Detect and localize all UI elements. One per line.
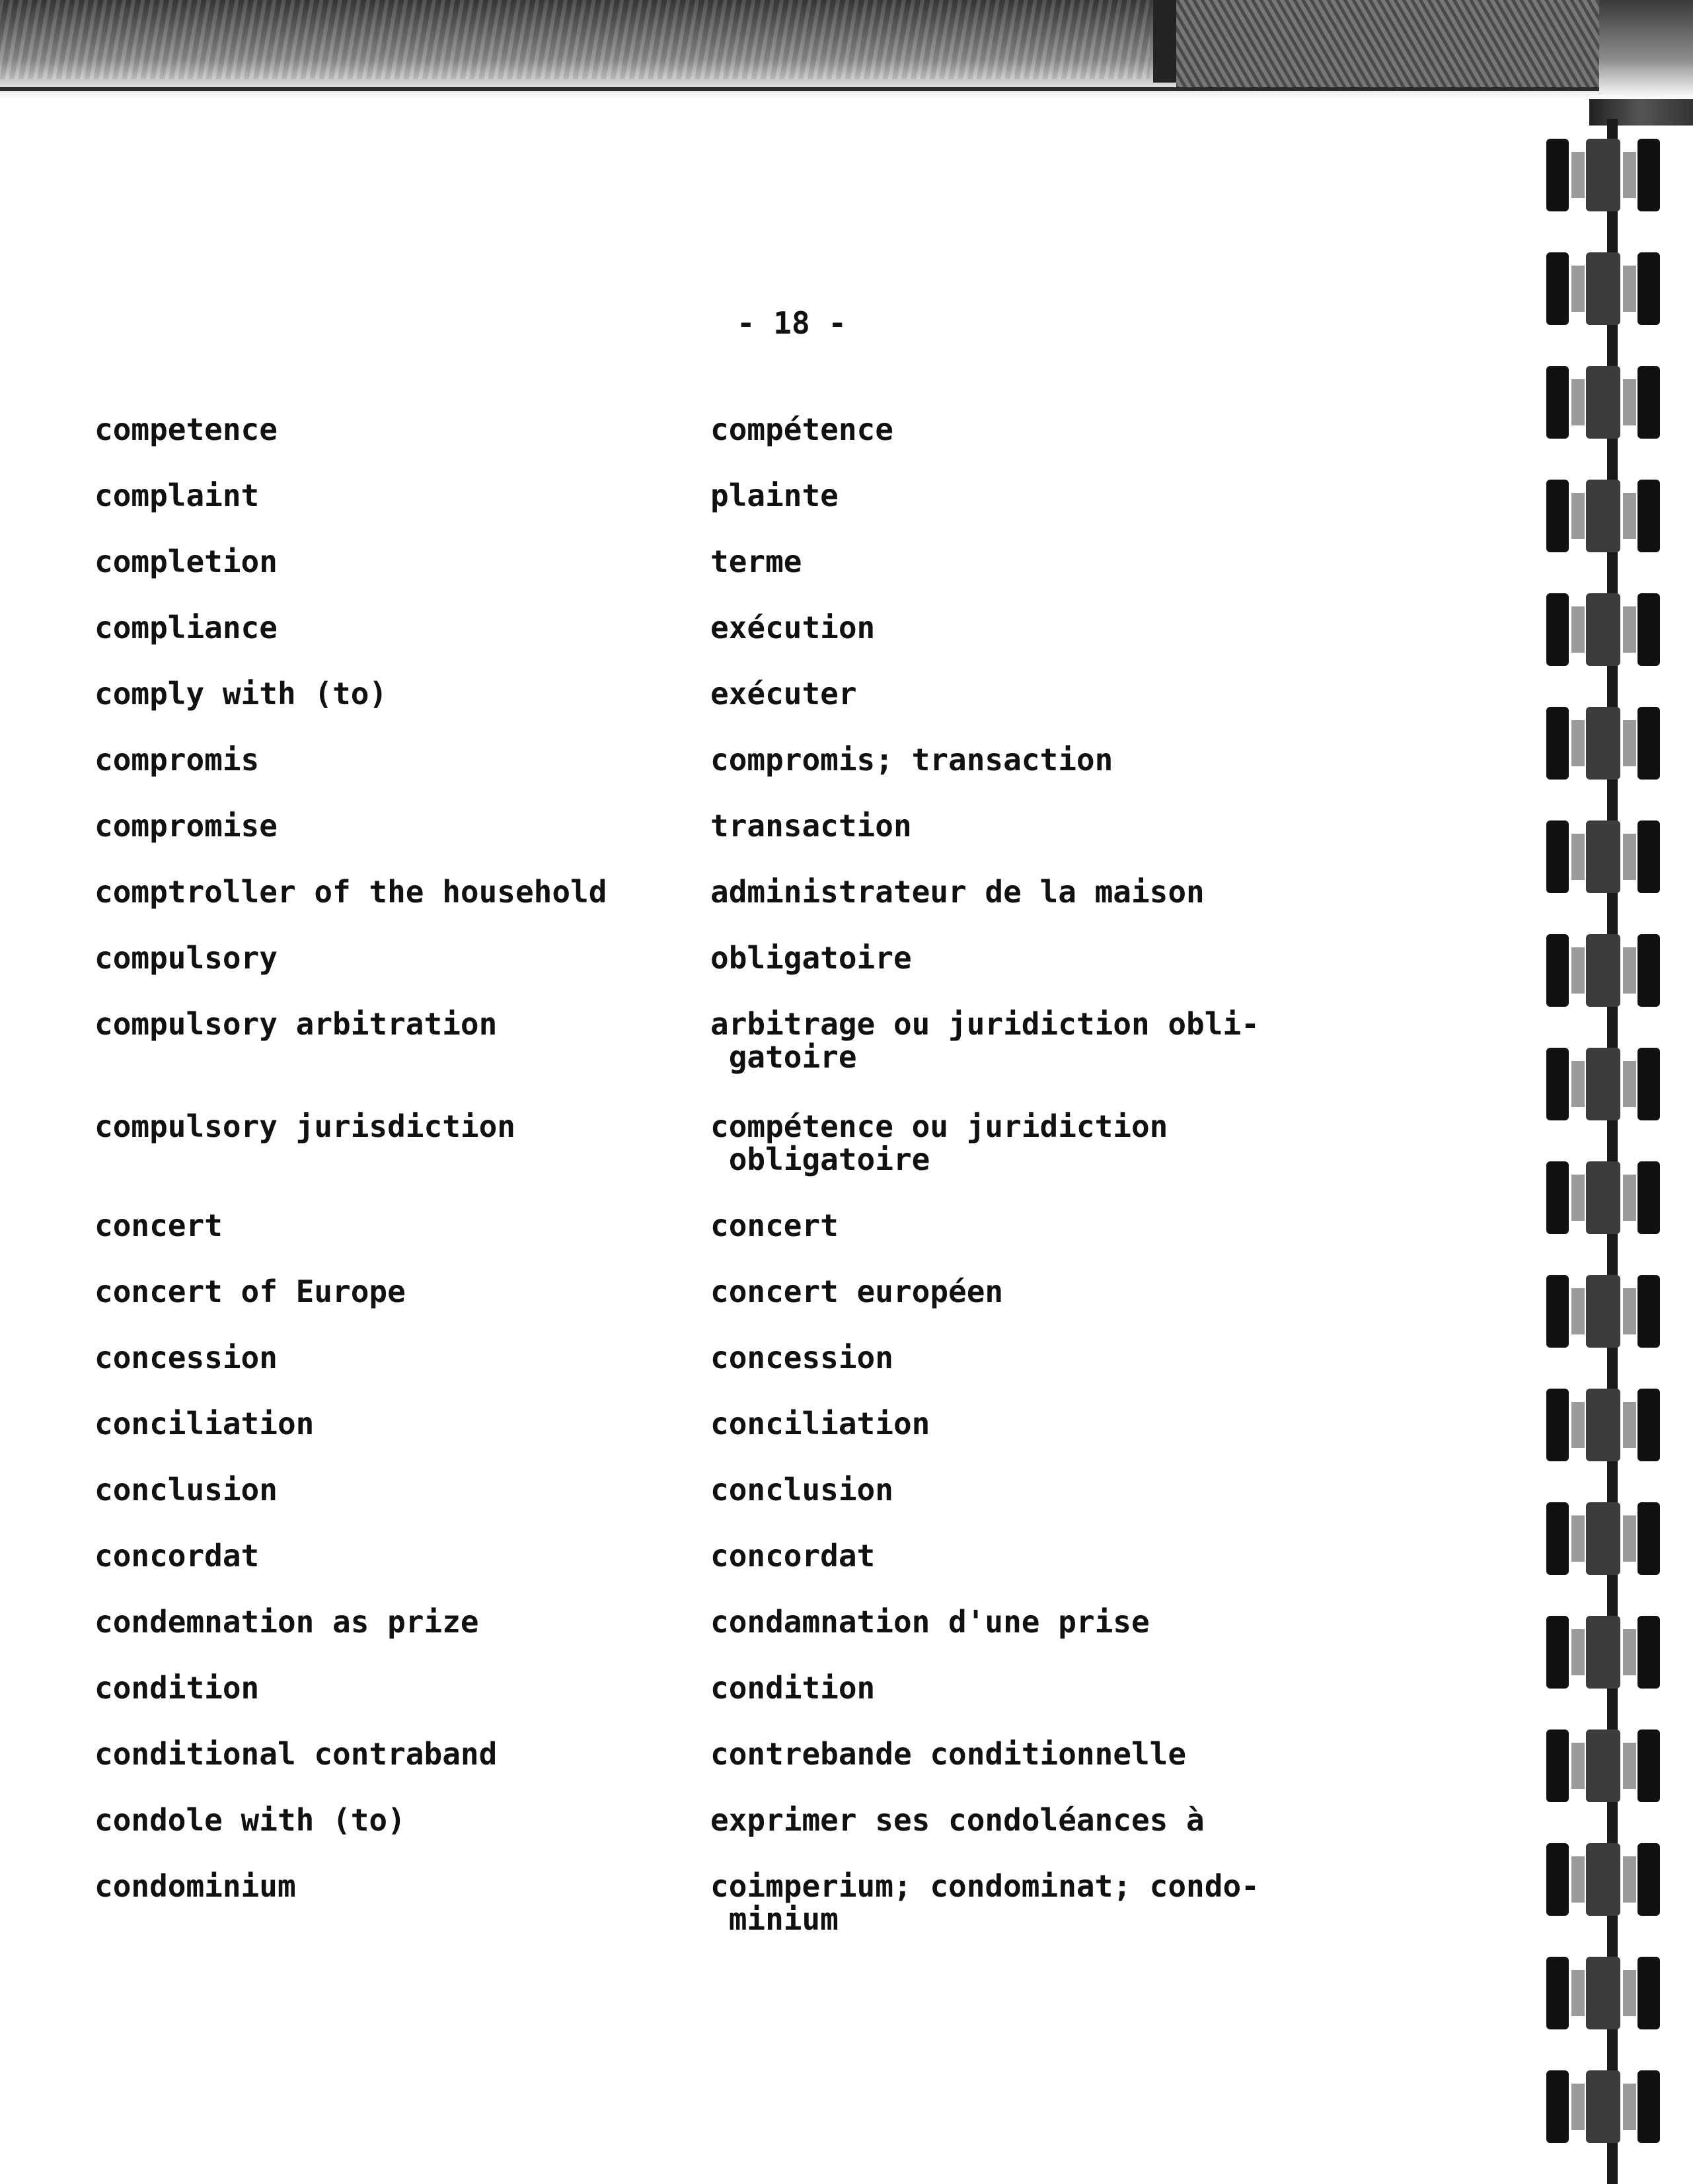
english-term: compromis <box>94 742 260 778</box>
binding-ring <box>1546 707 1662 780</box>
english-term: compromise <box>94 808 278 844</box>
english-term: completion <box>94 544 278 579</box>
english-term: conclusion <box>94 1472 278 1508</box>
french-term: condition <box>710 1670 876 1706</box>
french-term: compromis; transaction <box>710 742 1113 778</box>
french-term: obligatoire <box>710 940 912 976</box>
english-term: compulsory <box>94 940 278 976</box>
english-term: conditional contraband <box>94 1736 498 1772</box>
french-term: concession <box>710 1340 893 1375</box>
binding-ring <box>1546 934 1662 1007</box>
binding-ring <box>1546 252 1662 325</box>
binding-ring <box>1546 593 1662 666</box>
english-term: condole with (to) <box>94 1802 406 1838</box>
english-term: compulsory jurisdiction <box>94 1109 515 1144</box>
binder-cover-texture <box>1176 0 1599 89</box>
french-term: compétence <box>710 412 893 447</box>
page-top-edge <box>0 87 1599 91</box>
binding-ring <box>1546 1161 1662 1234</box>
french-term: plainte <box>710 478 839 513</box>
english-term: complaint <box>94 478 260 513</box>
french-term: conciliation <box>710 1406 930 1441</box>
english-term: concert <box>94 1208 223 1243</box>
english-term: condition <box>94 1670 260 1706</box>
binding-ring <box>1546 139 1662 211</box>
french-term: terme <box>710 544 802 579</box>
french-term: concert européen <box>710 1274 1004 1309</box>
binder-top-shadow <box>0 0 1693 99</box>
binding-ring <box>1546 366 1662 439</box>
french-term: contrebande conditionnelle <box>710 1736 1187 1772</box>
spiral-binding-top <box>1589 99 1693 126</box>
english-term: competence <box>94 412 278 447</box>
binding-ring <box>1546 1616 1662 1689</box>
french-term: exécution <box>710 610 876 645</box>
binding-ring <box>1546 820 1662 893</box>
page-number: - 18 - <box>736 305 847 341</box>
english-term: comply with (to) <box>94 676 388 711</box>
binding-ring <box>1546 2070 1662 2143</box>
binding-ring <box>1546 1389 1662 1461</box>
english-term: concession <box>94 1340 278 1375</box>
binding-ring <box>1546 1048 1662 1120</box>
binding-ring <box>1546 1729 1662 1802</box>
english-term: concordat <box>94 1538 260 1574</box>
binder-clip-shadow <box>1153 0 1176 83</box>
binding-ring <box>1546 1502 1662 1575</box>
french-term: coimperium; condominat; condo- minium <box>710 1868 1260 1937</box>
english-term: comptroller of the household <box>94 874 607 910</box>
english-term: condemnation as prize <box>94 1604 479 1640</box>
english-term: condominium <box>94 1868 296 1904</box>
binding-ring <box>1546 480 1662 552</box>
binding-ring <box>1546 1275 1662 1348</box>
french-term: transaction <box>710 808 912 844</box>
french-term: compétence ou juridiction obligatoire <box>710 1109 1168 1177</box>
french-term: concordat <box>710 1538 876 1574</box>
english-term: compliance <box>94 610 278 645</box>
french-term: arbitrage ou juridiction obli- gatoire <box>710 1006 1260 1075</box>
french-term: administrateur de la maison <box>710 874 1205 910</box>
french-term: condamnation d'une prise <box>710 1604 1150 1640</box>
french-term: exprimer ses condoléances à <box>710 1802 1205 1838</box>
english-term: concert of Europe <box>94 1274 406 1309</box>
french-term: conclusion <box>710 1472 893 1508</box>
binding-ring <box>1546 1843 1662 1916</box>
english-term: compulsory arbitration <box>94 1006 498 1042</box>
french-term: exécuter <box>710 676 857 711</box>
binding-ring <box>1546 1957 1662 2029</box>
scan-texture <box>0 0 1150 79</box>
english-term: conciliation <box>94 1406 315 1441</box>
french-term: concert <box>710 1208 839 1243</box>
